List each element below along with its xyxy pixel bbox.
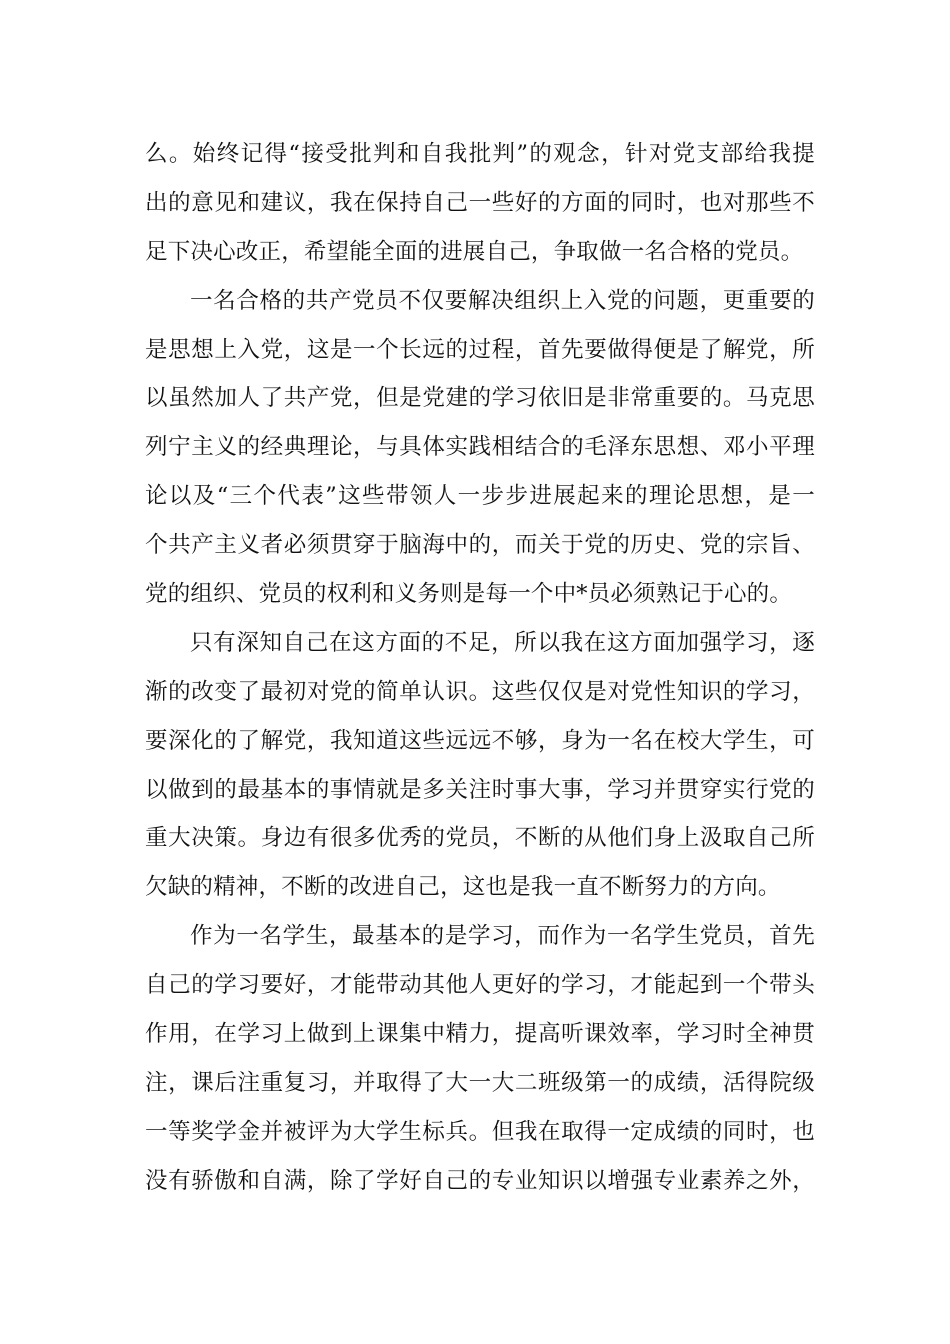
text-line: 没有骄傲和自满，除了学好自己的专业知识以增强专业素养之外， xyxy=(145,1167,815,1194)
text-line: 要深化的了解党，我知道这些远远不够，身为一名在校大学生，可 xyxy=(145,727,815,754)
text-line: 足下决心改正，希望能全面的进展自己，争取做一名合格的党员。 xyxy=(145,238,804,265)
text-line: 欠缺的精神，不断的改进自己，这也是我一直不断努力的方向。 xyxy=(145,874,781,901)
text-line: 注，课后注重复习，并取得了大一大二班级第一的成绩，活得院级 xyxy=(145,1069,815,1096)
body-text xyxy=(145,130,815,1206)
text-line: 以做到的最基本的事情就是多关注时事大事，学习并贯穿实行党的 xyxy=(145,776,815,803)
text-line: 作用，在学习上做到上课集中精力，提高听课效率，学习时全神贯 xyxy=(145,1021,815,1048)
text-line: 么。始终记得“接受批判和自我批判”的观念，针对党支部给我提 xyxy=(145,141,815,167)
text-line: 列宁主义的经典理论，与具体实践相结合的毛泽东思想、邓小平理 xyxy=(145,434,815,461)
text-line: 重大决策。身边有很多优秀的党员，不断的从他们身上汲取自己所 xyxy=(145,825,815,852)
text-line: 自己的学习要好，才能带动其他人更好的学习，才能起到一个带头 xyxy=(145,972,815,999)
text-line: 渐的改变了最初对党的简单认识。这些仅仅是对党性知识的学习， xyxy=(145,678,815,705)
text-line: 个共产主义者必须贯穿于脑海中的，而关于党的历史、党的宗旨、 xyxy=(145,532,815,559)
text-line: 出的意见和建议，我在保持自己一些好的方面的同时，也对那些不 xyxy=(145,189,815,216)
paragraph-first-line: 一名合格的共产党员不仅要解决组织上入党的问题，更重要的 xyxy=(190,287,815,314)
text-line: 论以及“三个代表”这些带领人一步步进展起来的理论思想，是一 xyxy=(145,483,815,510)
paragraph-first-line: 只有深知自己在这方面的不足，所以我在这方面加强学习，逐 xyxy=(190,629,815,656)
text-line: 党的组织、党员的权利和义务则是每一个中*员必须熟记于心的。 xyxy=(145,581,793,608)
text-line: 一等奖学金并被评为大学生标兵。但我在取得一定成绩的同时，也 xyxy=(145,1118,815,1145)
text-line: 以虽然加人了共产党，但是党建的学习依旧是非常重要的。马克思 xyxy=(145,385,815,412)
paragraph-first-line: 作为一名学生，最基本的是学习，而作为一名学生党员，首先 xyxy=(190,923,815,950)
text-line: 是思想上入党，这是一个长远的过程，首先要做得便是了解党，所 xyxy=(145,336,815,363)
